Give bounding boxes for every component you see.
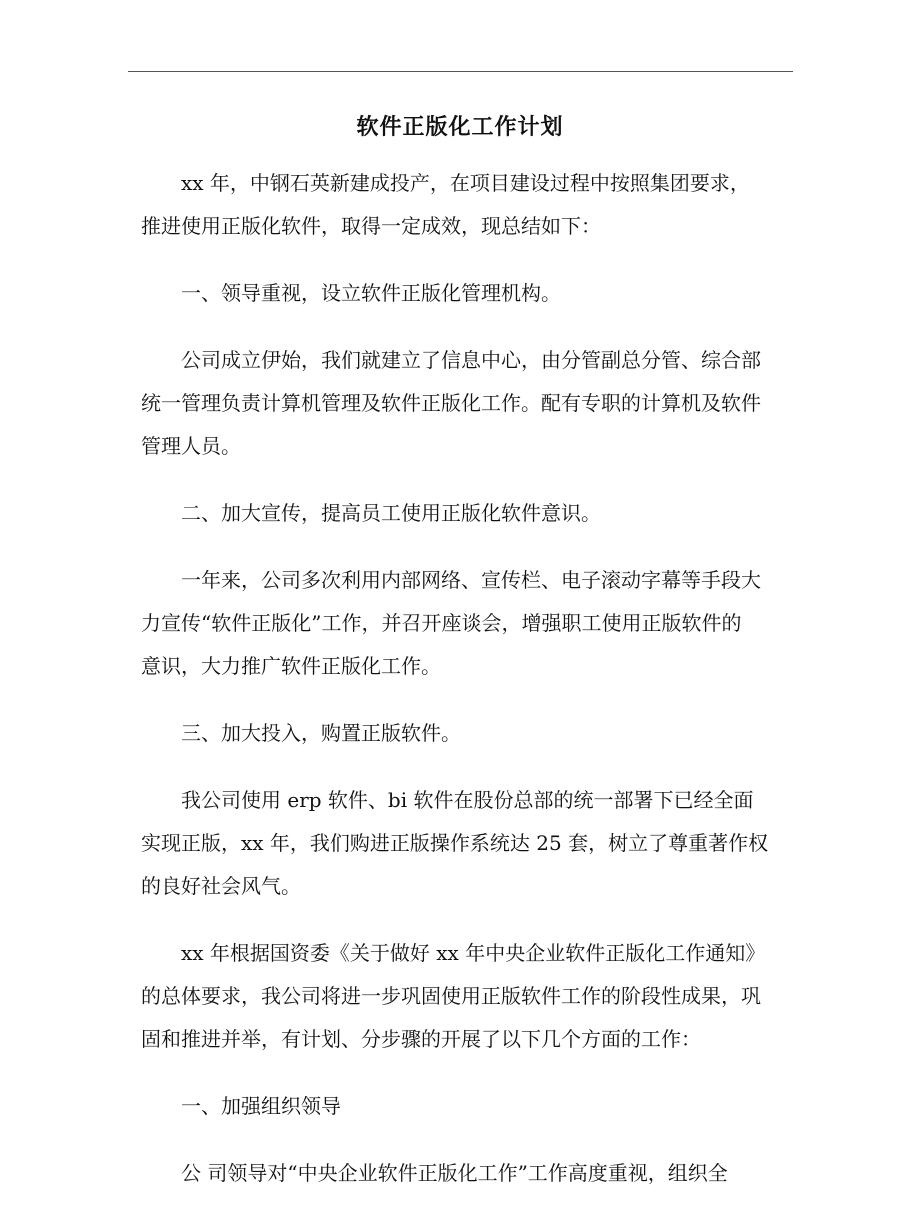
paragraph-line: 一年来，公司多次利用内部网络、宣传栏、电子滚动字幕等手段大 — [181, 568, 761, 592]
section-heading — [141, 272, 791, 315]
document-title: 软件正版化工作计划 — [356, 114, 564, 140]
paragraph-line: 统一管理负责计算机管理及软件正版化工作。配有专职的计算机及软件 — [141, 391, 761, 415]
paragraph-line: 公 司领导对“中央企业软件正版化工作”工作高度重视，组织全 — [181, 1161, 728, 1185]
paragraph-line: 我公司使用 erp 软件、bi 软件在股份总部的统一部署下已经全面 — [181, 788, 754, 812]
heading-text: 一、加强组织领导 — [181, 1094, 341, 1118]
paragraph — [141, 339, 791, 468]
paragraph-line: 公司成立伊始，我们就建立了信息中心，由分管副总分管、综合部 — [181, 348, 761, 372]
paragraph-line: xx 年根据国资委《关于做好 xx 年中央企业软件正版化工作通知》 — [181, 941, 766, 965]
paragraph-line: 意识，大力推广软件正版化工作。 — [141, 654, 441, 678]
paragraph-line: xx 年，中钢石英新建成投产，在项目建设过程中按照集团要求， — [181, 171, 750, 195]
document-body — [141, 162, 791, 1219]
header-rule — [128, 71, 793, 72]
paragraph-line: 的总体要求，我公司将进一步巩固使用正版软件工作的阶段性成果，巩 — [141, 984, 761, 1008]
paragraph-line: 固和推进并举，有计划、分步骤的开展了以下几个方面的工作： — [141, 1027, 701, 1051]
paragraph-line: 推进使用正版化软件，取得一定成效，现总结如下： — [141, 214, 601, 238]
paragraph — [141, 559, 791, 688]
paragraph-line: 管理人员。 — [141, 434, 241, 458]
heading-text: 一、领导重视，设立软件正版化管理机构。 — [181, 281, 561, 305]
heading-text: 三、加大投入，购置正版软件。 — [181, 721, 461, 745]
section-heading — [141, 712, 791, 755]
paragraph-line: 实现正版，xx 年，我们购进正版操作系统达 25 套，树立了尊重著作权 — [141, 831, 769, 855]
section-heading — [141, 1085, 791, 1128]
paragraph-line: 的良好社会风气。 — [141, 874, 301, 898]
section-heading — [141, 492, 791, 535]
heading-text: 二、加大宣传，提高员工使用正版化软件意识。 — [181, 501, 601, 525]
paragraph — [141, 1152, 791, 1195]
paragraph — [141, 932, 791, 1061]
paragraph — [141, 779, 791, 908]
paragraph-intro — [141, 162, 791, 248]
paragraph-line: 力宣传“软件正版化”工作，并召开座谈会，增强职工使用正版软件的 — [141, 611, 742, 635]
